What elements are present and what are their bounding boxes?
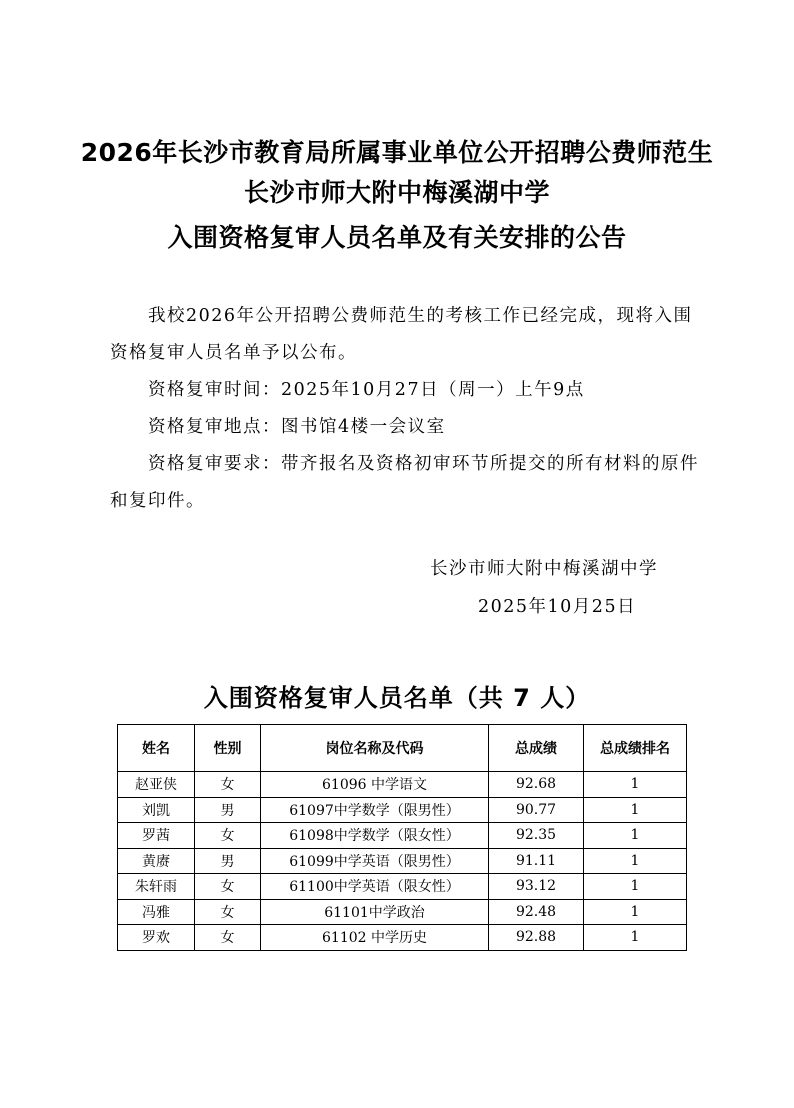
header-position: 岗位名称及代码: [261, 725, 489, 772]
cell-rank: 1: [584, 874, 687, 900]
intro-text: 我校2026年公开招聘公费师范生的考核工作已经完成，现将入围资格复审人员名单予以公布。: [110, 306, 693, 363]
cell-rank: 1: [584, 797, 687, 823]
cell-score: 93.12: [489, 874, 584, 900]
cell-gender: 女: [195, 925, 261, 951]
cell-score: 90.77: [489, 797, 584, 823]
review-time-paragraph: [110, 372, 700, 409]
cell-position: 61096 中学语文: [261, 772, 489, 798]
cell-gender: 女: [195, 823, 261, 849]
table-row: [118, 823, 687, 849]
cell-gender: 女: [195, 899, 261, 925]
review-time-text: 资格复审时间：2025年10月27日（周一）上午9点: [148, 380, 585, 400]
cell-score: 92.35: [489, 823, 584, 849]
table-row: [118, 899, 687, 925]
cell-name: 罗欢: [118, 925, 195, 951]
header-rank: 总成绩排名: [584, 725, 687, 772]
cell-rank: 1: [584, 899, 687, 925]
title-line-2: 长沙市师大附中梅溪湖中学: [243, 178, 550, 207]
header-name: 姓名: [118, 725, 195, 772]
header-gender: 性别: [195, 725, 261, 772]
cell-score: 92.88: [489, 925, 584, 951]
cell-name: 朱轩雨: [118, 874, 195, 900]
cell-gender: 女: [195, 874, 261, 900]
cell-gender: 男: [195, 797, 261, 823]
cell-rank: 1: [584, 823, 687, 849]
table-header-row: [118, 725, 687, 772]
cell-position: 61097中学数学（限男性）: [261, 797, 489, 823]
intro-paragraph: [110, 298, 700, 372]
table-row: [118, 772, 687, 798]
cell-position: 61101中学政治: [261, 899, 489, 925]
cell-name: 赵亚侠: [118, 772, 195, 798]
signature-date: 2025年10月25日: [478, 597, 637, 617]
cell-name: 刘凯: [118, 797, 195, 823]
cell-score: 92.68: [489, 772, 584, 798]
cell-position: 61102 中学历史: [261, 925, 489, 951]
cell-gender: 男: [195, 848, 261, 874]
review-place-text: 资格复审地点：图书馆4楼一会议室: [148, 417, 446, 437]
cell-rank: 1: [584, 848, 687, 874]
cell-score: 91.11: [489, 848, 584, 874]
header-total-score: 总成绩: [489, 725, 584, 772]
review-place-paragraph: [110, 409, 700, 446]
table-row: [118, 925, 687, 951]
table-title: 入围资格复审人员名单（共 7 人）: [203, 684, 591, 712]
cell-rank: 1: [584, 925, 687, 951]
cell-rank: 1: [584, 772, 687, 798]
candidate-table: [117, 724, 687, 951]
signature-org: 长沙市师大附中梅溪湖中学: [430, 559, 658, 579]
cell-name: 黄赓: [118, 848, 195, 874]
title-line-3: 入围资格复审人员名单及有关安排的公告: [167, 223, 627, 252]
cell-name: 罗茜: [118, 823, 195, 849]
review-requirement-paragraph: [110, 446, 700, 520]
title-line-1: 2026年长沙市教育局所属事业单位公开招聘公费师范生: [80, 138, 714, 167]
review-requirement-text: 资格复审要求：带齐报名及资格初审环节所提交的所有材料的原件和复印件。: [110, 454, 699, 511]
cell-position: 61098中学数学（限女性）: [261, 823, 489, 849]
table-row: [118, 797, 687, 823]
cell-position: 61099中学英语（限男性）: [261, 848, 489, 874]
cell-score: 92.48: [489, 899, 584, 925]
table-row: [118, 848, 687, 874]
cell-position: 61100中学英语（限女性）: [261, 874, 489, 900]
cell-name: 冯雅: [118, 899, 195, 925]
cell-gender: 女: [195, 772, 261, 798]
table-row: [118, 874, 687, 900]
